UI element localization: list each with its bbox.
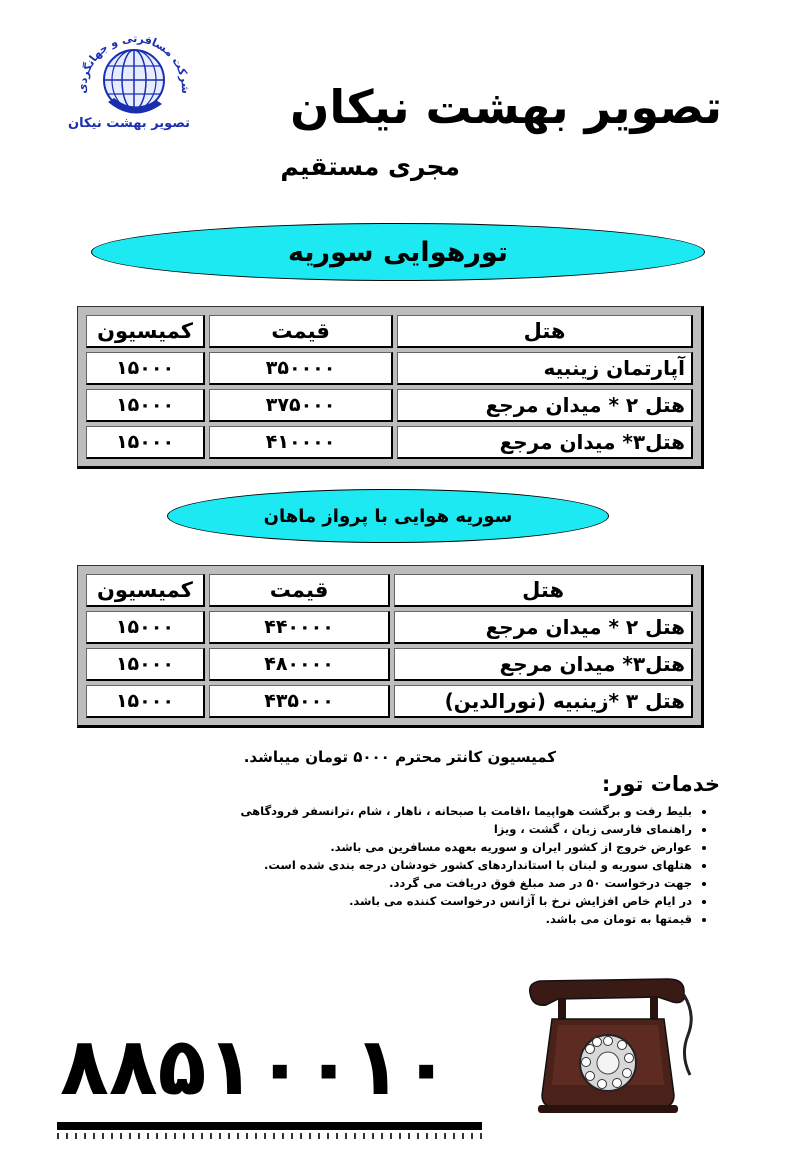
tour1-price-table [77, 306, 704, 469]
column-header-commission: کمیسیون [86, 315, 205, 348]
table-header-row [86, 315, 693, 348]
commission-cell: ۱۵۰۰۰ [86, 648, 205, 681]
commission-cell: ۱۵۰۰۰ [86, 611, 205, 644]
hotel-cell: هتل ۳ *زینبیه (نورالدین) [394, 685, 693, 718]
column-header-hotel: هتل [397, 315, 693, 348]
hotel-cell: آپارتمان زینبیه [397, 352, 693, 385]
tour1-title: تورهوایی سوریه [288, 236, 508, 268]
hotel-cell: هتل۳* میدان مرجع [397, 426, 693, 459]
price-cell: ۴۱۰۰۰۰ [209, 426, 393, 459]
globe-icon [64, 28, 204, 123]
list-item: • قیمتها به تومان می باشد. [132, 910, 692, 928]
list-item: • جهت درخواست ۵۰ در صد مبلغ فوق دریافت می گردد. [132, 874, 692, 892]
tour2-title-badge [167, 489, 609, 543]
table-row [86, 611, 693, 644]
tour2-price-table [77, 565, 704, 728]
list-item: • عوارض خروج از کشور ایران و سوریه بعهده مسافرین می باشد. [132, 838, 692, 856]
column-header-commission: کمیسیون [86, 574, 205, 607]
price-cell: ۴۳۵۰۰۰ [209, 685, 390, 718]
price-cell: ۳۷۵۰۰۰ [209, 389, 393, 422]
list-item: • در ایام خاص افزایش نرخ با آژانس درخواست کننده می باشد. [132, 892, 692, 910]
telephone-icon [518, 975, 698, 1115]
commission-cell: ۱۵۰۰۰ [86, 352, 205, 385]
list-item: • بلیط رفت و برگشت هواپیما ،اقامت با صبحانه ، ناهار ، شام ،ترانسفر فرودگاهی [132, 802, 692, 820]
column-header-hotel: هتل [394, 574, 693, 607]
commission-note: کمیسیون کانتر محترم ۵۰۰۰ تومان میباشد. [243, 748, 556, 766]
hotel-cell: هتل ۲ * میدان مرجع [397, 389, 693, 422]
footer-divider [57, 1122, 482, 1130]
logo-ring-text: شرکت مسافرتی و جهانگردی [75, 31, 193, 94]
price-cell: ۴۴۰۰۰۰ [209, 611, 390, 644]
table-row [86, 352, 693, 385]
column-header-price: قیمت [209, 574, 390, 607]
phone-number: ۸۸۵۱۰۰۱۰ [60, 1020, 451, 1113]
page-title: تصویر بهشت نیکان [290, 80, 722, 134]
price-cell: ۴۸۰۰۰۰ [209, 648, 390, 681]
column-header-price: قیمت [209, 315, 393, 348]
services-list [132, 802, 710, 928]
table-header-row [86, 574, 693, 607]
commission-cell: ۱۵۰۰۰ [86, 685, 205, 718]
table-row [86, 389, 693, 422]
tour2-title: سوریه هوایی با پرواز ماهان [263, 505, 513, 527]
page-subtitle: مجری مستقیم [280, 152, 460, 181]
logo-caption: تصویر بهشت نیکان [67, 116, 191, 131]
table-row [86, 648, 693, 681]
hotel-cell: هتل۳* میدان مرجع [394, 648, 693, 681]
commission-cell: ۱۵۰۰۰ [86, 389, 205, 422]
price-cell: ۳۵۰۰۰۰ [209, 352, 393, 385]
services-title: خدمات تور: [601, 772, 720, 796]
table-row [86, 685, 693, 718]
hotel-cell: هتل ۲ * میدان مرجع [394, 611, 693, 644]
footer-fine-print [57, 1133, 487, 1139]
commission-cell: ۱۵۰۰۰ [86, 426, 205, 459]
company-logo [64, 28, 204, 143]
list-item: • راهنمای فارسی زبان ، گشت ، ویزا [132, 820, 692, 838]
tour1-title-badge [91, 223, 705, 281]
list-item: • هتلهای سوریه و لبنان با استانداردهای کشور خودشان درجه بندی شده است. [132, 856, 692, 874]
table-row [86, 426, 693, 459]
